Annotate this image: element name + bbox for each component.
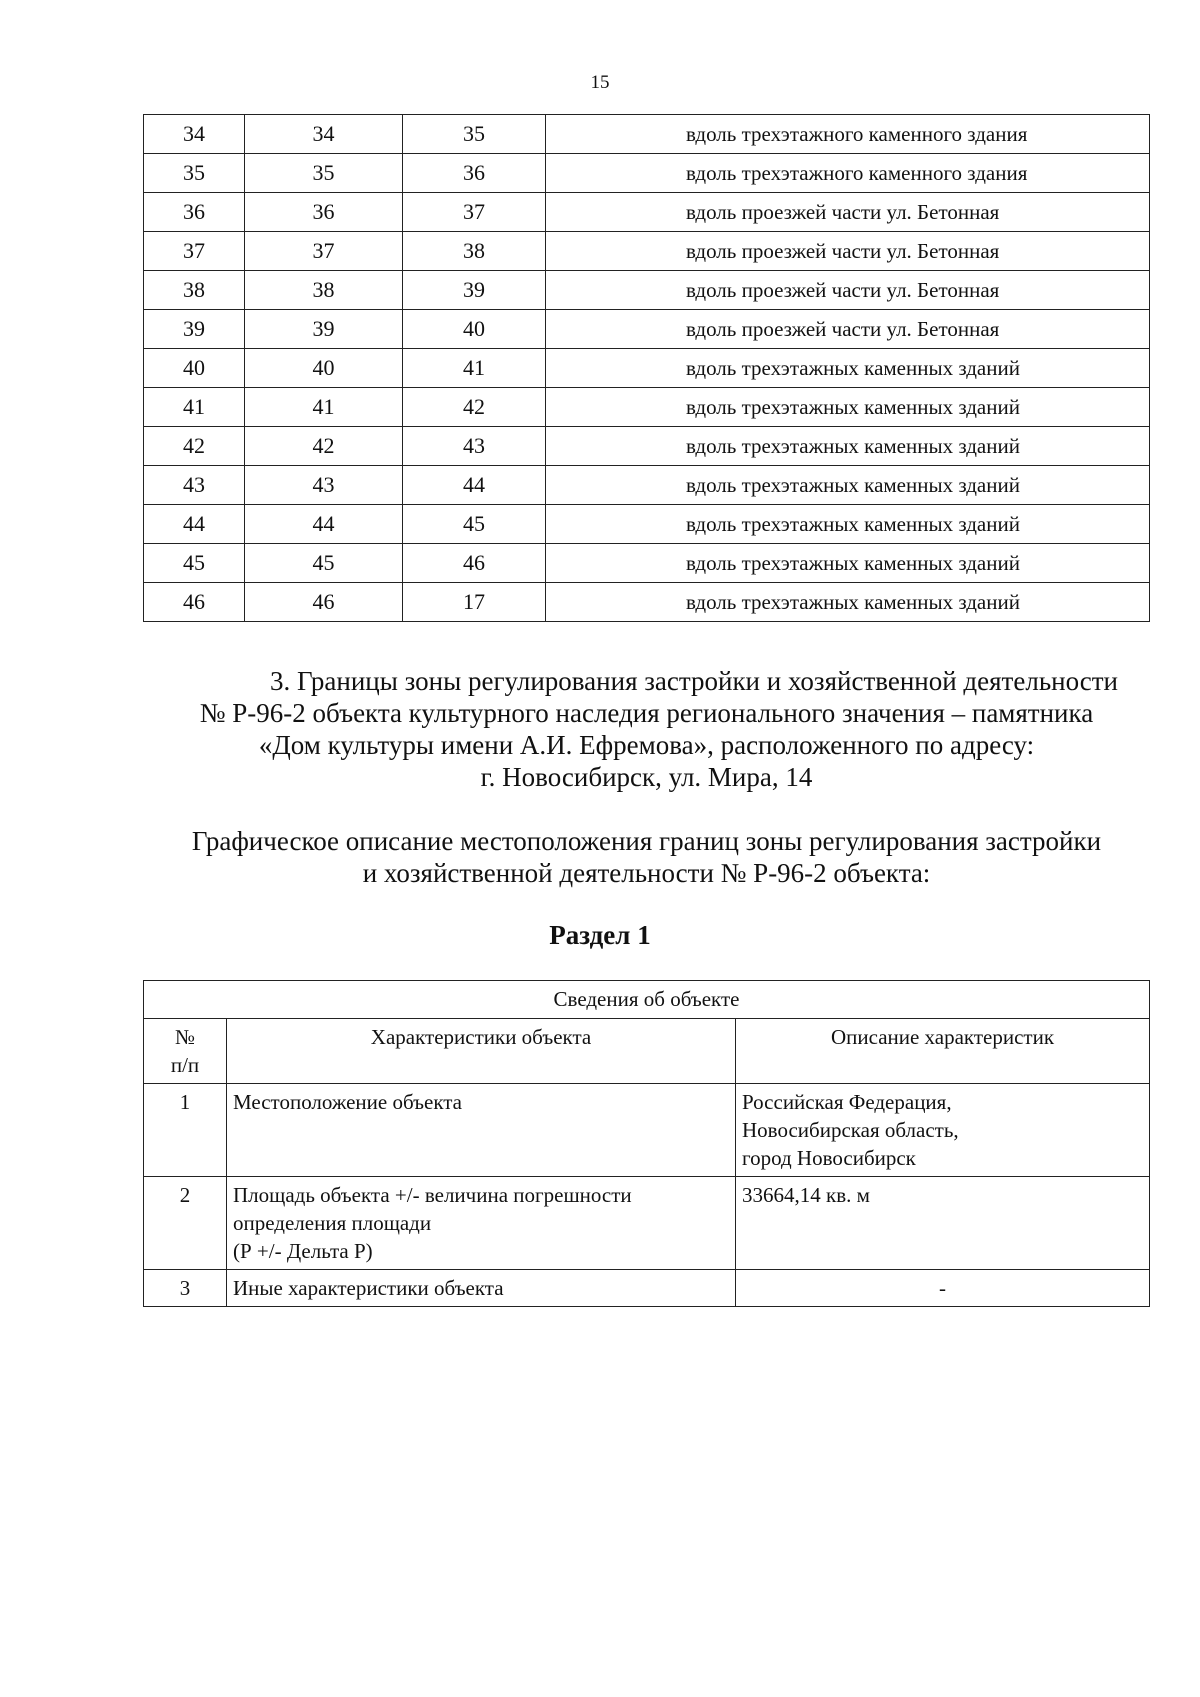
- characteristic-cell: [227, 1084, 736, 1177]
- segment-number: 45: [144, 544, 245, 583]
- object-info-caption-row: [144, 981, 1150, 1019]
- description-cell: [736, 1270, 1150, 1307]
- header-num-abbrev: п/п: [170, 1053, 200, 1077]
- segment-number: 40: [144, 349, 245, 388]
- description-line: 33664,14 кв. м: [742, 1183, 870, 1207]
- from-point: 40: [245, 349, 403, 388]
- characteristic-line: Площадь объекта +/- величина погрешности: [233, 1183, 632, 1207]
- characteristic-line: (Р +/- Дельта Р): [233, 1239, 373, 1263]
- description-line: Российская Федерация,: [742, 1090, 952, 1114]
- from-point: 44: [245, 505, 403, 544]
- characteristic-line: Местоположение объекта: [233, 1090, 463, 1114]
- segment-number: 39: [144, 310, 245, 349]
- table-row: [144, 232, 1150, 271]
- segment-description: вдоль трехэтажных каменных зданий: [546, 583, 1150, 622]
- object-info-caption: Сведения об объекте: [144, 981, 1150, 1019]
- to-point: 45: [403, 505, 546, 544]
- segment-number: 44: [144, 505, 245, 544]
- to-point: 38: [403, 232, 546, 271]
- from-point: 42: [245, 427, 403, 466]
- row-number: 1: [144, 1084, 227, 1177]
- segment-number: 41: [144, 388, 245, 427]
- characteristic-cell: [227, 1270, 736, 1307]
- description-cell: [736, 1084, 1150, 1177]
- object-info-table: [143, 980, 1150, 1307]
- description-line: город Новосибирск: [742, 1146, 916, 1170]
- to-point: 35: [403, 115, 546, 154]
- to-point: 44: [403, 466, 546, 505]
- from-point: 34: [245, 115, 403, 154]
- characteristic-line: Иные характеристики объекта: [233, 1276, 504, 1300]
- description-line: -: [939, 1276, 946, 1300]
- table-row: [144, 1270, 1150, 1307]
- table-row: [144, 1084, 1150, 1177]
- segment-description: вдоль трехэтажных каменных зданий: [546, 349, 1150, 388]
- segment-description: вдоль проезжей части ул. Бетонная: [546, 310, 1150, 349]
- segment-number: 46: [144, 583, 245, 622]
- characteristic-line: определения площади: [233, 1211, 432, 1235]
- table-row: [144, 310, 1150, 349]
- from-point: 36: [245, 193, 403, 232]
- table-row: [144, 1177, 1150, 1270]
- from-point: 43: [245, 466, 403, 505]
- segment-description: вдоль трехэтажного каменного здания: [546, 115, 1150, 154]
- section-title: Раздел 1: [549, 920, 651, 950]
- graphic-description-heading: [143, 825, 1150, 889]
- segment-description: вдоль трехэтажных каменных зданий: [546, 427, 1150, 466]
- to-point: 39: [403, 271, 546, 310]
- segment-number: 34: [144, 115, 245, 154]
- header-description: Описание характеристик: [736, 1019, 1150, 1084]
- segment-description: вдоль трехэтажного каменного здания: [546, 154, 1150, 193]
- header-num-symbol: №: [174, 1025, 196, 1049]
- from-point: 35: [245, 154, 403, 193]
- segment-description: вдоль трехэтажных каменных зданий: [546, 388, 1150, 427]
- table-row: [144, 271, 1150, 310]
- to-point: 17: [403, 583, 546, 622]
- description-line: Новосибирская область,: [742, 1118, 959, 1142]
- to-point: 42: [403, 388, 546, 427]
- from-point: 39: [245, 310, 403, 349]
- row-number: 2: [144, 1177, 227, 1270]
- segment-number: 36: [144, 193, 245, 232]
- segment-number: 42: [144, 427, 245, 466]
- table-row: [144, 154, 1150, 193]
- segment-number: 38: [144, 271, 245, 310]
- graphic-description-line: Графическое описание местоположения границ зоны регулирования застройки: [191, 826, 1102, 856]
- section-3-heading: [143, 665, 1150, 793]
- to-point: 37: [403, 193, 546, 232]
- row-number: 3: [144, 1270, 227, 1307]
- segment-description: вдоль трехэтажных каменных зданий: [546, 505, 1150, 544]
- table-row: [144, 193, 1150, 232]
- graphic-description-line: и хозяйственной деятельности № Р-96-2 объекта:: [362, 858, 931, 888]
- object-info-header-row: [144, 1019, 1150, 1084]
- to-point: 46: [403, 544, 546, 583]
- segment-number: 43: [144, 466, 245, 505]
- table-row: [144, 115, 1150, 154]
- table-row: [144, 583, 1150, 622]
- boundary-segments-table: [143, 114, 1150, 622]
- section-3-heading-line: 3. Границы зоны регулирования застройки и хозяйственной деятельности: [270, 666, 1118, 696]
- to-point: 36: [403, 154, 546, 193]
- table-row: [144, 349, 1150, 388]
- description-cell: [736, 1177, 1150, 1270]
- section-3-heading-line: г. Новосибирск, ул. Мира, 14: [480, 762, 813, 792]
- from-point: 41: [245, 388, 403, 427]
- segment-description: вдоль трехэтажных каменных зданий: [546, 466, 1150, 505]
- segment-description: вдоль проезжей части ул. Бетонная: [546, 271, 1150, 310]
- segment-number: 35: [144, 154, 245, 193]
- segment-description: вдоль проезжей части ул. Бетонная: [546, 193, 1150, 232]
- characteristic-cell: [227, 1177, 736, 1270]
- section-3-heading-line: № Р-96-2 объекта культурного наследия регионального значения – памятника: [199, 698, 1094, 728]
- header-num: [144, 1019, 227, 1084]
- to-point: 41: [403, 349, 546, 388]
- segment-description: вдоль проезжей части ул. Бетонная: [546, 232, 1150, 271]
- from-point: 45: [245, 544, 403, 583]
- page-number: 15: [590, 72, 610, 93]
- segment-number: 37: [144, 232, 245, 271]
- from-point: 38: [245, 271, 403, 310]
- section-3-heading-line: «Дом культуры имени А.И. Ефремова», расположенного по адресу:: [258, 730, 1035, 760]
- segment-description: вдоль трехэтажных каменных зданий: [546, 544, 1150, 583]
- table-row: [144, 544, 1150, 583]
- table-row: [144, 427, 1150, 466]
- to-point: 40: [403, 310, 546, 349]
- to-point: 43: [403, 427, 546, 466]
- table-row: [144, 388, 1150, 427]
- table-row: [144, 466, 1150, 505]
- from-point: 46: [245, 583, 403, 622]
- header-characteristic: Характеристики объекта: [227, 1019, 736, 1084]
- table-row: [144, 505, 1150, 544]
- from-point: 37: [245, 232, 403, 271]
